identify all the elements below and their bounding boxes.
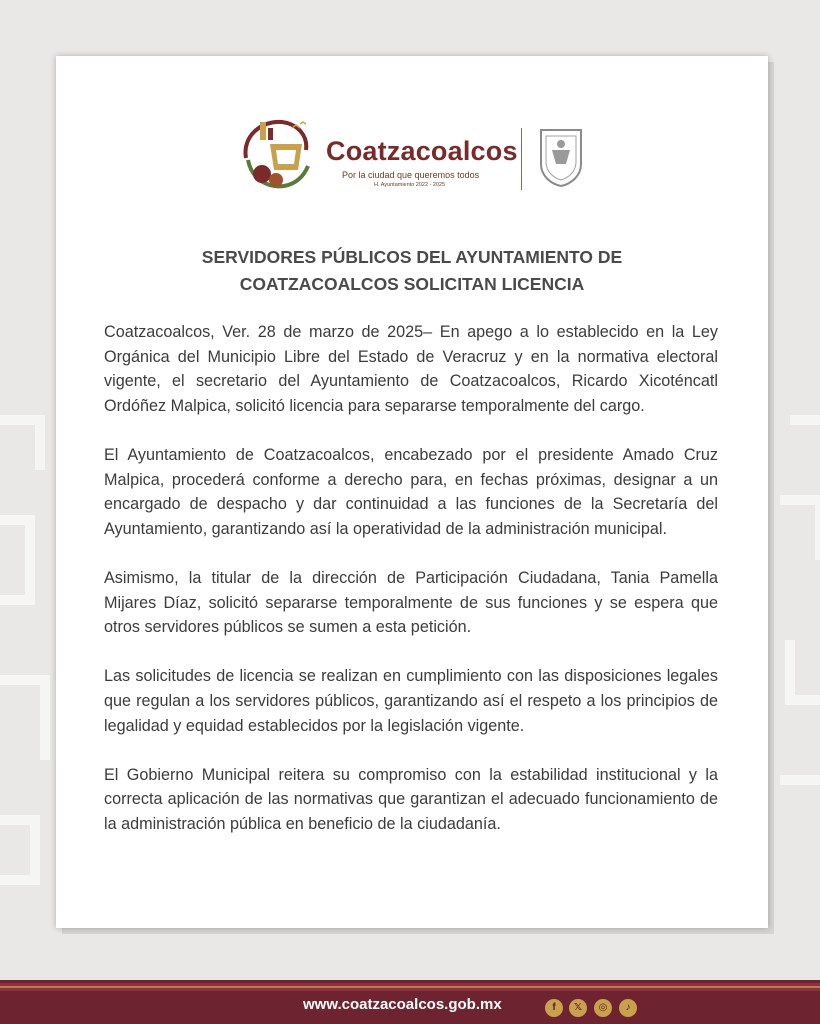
- press-release-card: [56, 56, 768, 928]
- footer-decorative-strip: [0, 983, 820, 991]
- press-release-title: [56, 244, 768, 298]
- brand-tagline: Por la ciudad que queremos todos: [342, 170, 480, 180]
- title-line: SERVIDORES PÚBLICOS DEL AYUNTAMIENTO DE: [201, 247, 623, 267]
- coatzacoalcos-logo-icon: [232, 114, 318, 194]
- instagram-icon[interactable]: ◎: [594, 999, 612, 1017]
- press-release-body: [104, 320, 718, 861]
- x-icon[interactable]: 𝕏: [569, 999, 587, 1017]
- website-link[interactable]: www.coatzacoalcos.gob.mx: [303, 996, 502, 1013]
- body-paragraph: Coatzacoalcos, Ver. 28 de marzo de 2025– En apego a lo establecido en la Ley Orgánica del Municipio Libre del Estado de Veracruz y en la normativa electoral vigente, el secretario del Ayuntamiento de Coatzacoalcos, Ricardo Xicoténcatl Ordóñez Malpica, solicitó licencia para separarse temporalmente del cargo.: [104, 323, 718, 415]
- tiktok-icon[interactable]: ♪: [619, 999, 637, 1017]
- body-paragraph: El Ayuntamiento de Coatzacoalcos, encabezado por el presidente Amado Cruz Malpica, procederá conforme a derecho para, en fechas próximas, designar a un encargado de despacho y dar continuidad a las funciones de la Secretaría del Ayuntamiento, garantizando así la operatividad de la administración municipal.: [104, 445, 718, 538]
- body-paragraph: Las solicitudes de licencia se realizan en cumplimiento con las disposiciones legales que regulan a los servidores públicos, garantizando así el respeto a los principios de legalidad y equidad establecidos por la legislación vigente.: [104, 667, 718, 735]
- body-paragraph: Asimismo, la titular de la dirección de Participación Ciudadana, Tania Pamella Mijares Díaz, solicitó separarse temporalmente de sus funciones y se espera que otros servidores públicos se sumen a esta petición.: [104, 568, 718, 637]
- brand-term: H. Ayuntamiento 2022 - 2025: [374, 182, 446, 188]
- body-paragraph: El Gobierno Municipal reitera su compromiso con la estabilidad institucional y la correcta aplicación de las normativas que garantizan el adecuado funcionamiento de la administración pública en beneficio de la ciudadanía.: [104, 765, 718, 833]
- title-line: COATZACOALCOS SOLICITAN LICENCIA: [239, 274, 585, 294]
- logo-divider: [521, 128, 522, 190]
- header-logos: [56, 114, 768, 194]
- municipal-seal-icon: [536, 124, 586, 188]
- facebook-icon[interactable]: f: [545, 999, 563, 1017]
- brand-name: Coatzacoalcos: [326, 136, 518, 166]
